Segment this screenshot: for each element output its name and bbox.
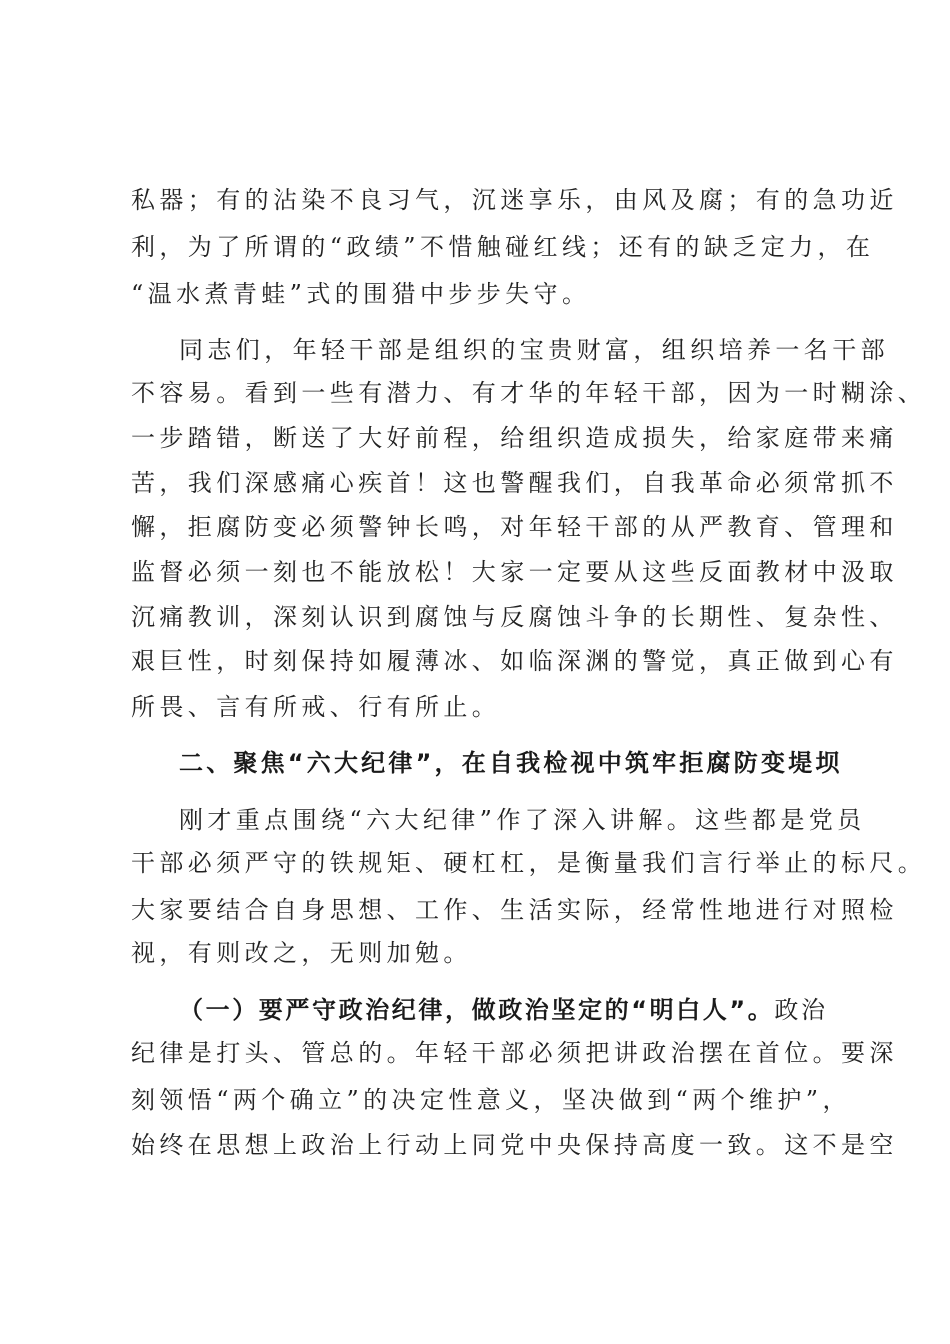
paragraph-line: 利，为了所谓的“政绩”不惜触碰红线；还有的缺乏定力，在 — [131, 233, 875, 261]
paragraph-line: “温水煮青蛙”式的围猎中步步失守。 — [131, 280, 591, 308]
paragraph-line: 不容易。看到一些有潜力、有才华的年轻干部，因为一时糊涂、 — [131, 379, 927, 407]
subheading-bold-lead: （一）要严守政治纪律，做政治坚定的“明白人”。 — [179, 996, 775, 1024]
paragraph-line: 苦，我们深感痛心疾首！这也警醒我们，自我革命必须常抓不 — [131, 469, 898, 497]
paragraph-line: 纪律是打头、管总的。年轻干部必须把讲政治摆在首位。要深 — [131, 1039, 898, 1067]
paragraph-line: 大家要结合自身思想、工作、生活实际，经常性地进行对照检 — [131, 896, 898, 924]
paragraph-line: 刻领悟“两个确立”的决定性意义，坚决做到“两个维护”， — [131, 1086, 851, 1114]
section-heading: 二、聚焦“六大纪律”，在自我检视中筑牢拒腐防变堤坝 — [179, 749, 843, 777]
subheading-line — [179, 987, 831, 1033]
paragraph-line: 艰巨性，时刻保持如履薄冰、如临深渊的警觉，真正做到心有 — [131, 647, 898, 675]
paragraph-line: 干部必须严守的铁规矩、硬杠杠，是衡量我们言行举止的标尺。 — [131, 849, 927, 877]
paragraph-line: 沉痛教训，深刻认识到腐蚀与反腐蚀斗争的长期性、复杂性、 — [131, 603, 898, 631]
paragraph-line: 始终在思想上政治上行动上同党中央保持高度一致。这不是空 — [131, 1131, 898, 1159]
paragraph-line: 懈，拒腐防变必须警钟长鸣，对年轻干部的从严教育、管理和 — [131, 513, 898, 541]
paragraph-line: 私器；有的沾染不良习气，沉迷享乐，由风及腐；有的急功近 — [131, 186, 898, 214]
paragraph-line: 监督必须一刻也不能放松！大家一定要从这些反面教材中汲取 — [131, 558, 898, 586]
subheading-rest: 政治 — [774, 996, 828, 1024]
paragraph-line: 所畏、言有所戒、行有所止。 — [131, 693, 501, 721]
paragraph-line: 刚才重点围绕“六大纪律”作了深入讲解。这些都是党员 — [179, 806, 866, 834]
paragraph-line: 一步踏错，断送了大好前程，给组织造成损失，给家庭带来痛 — [131, 424, 898, 452]
paragraph-line: 同志们，年轻干部是组织的宝贵财富，组织培养一名干部 — [179, 336, 889, 364]
paragraph-line: 视，有则改之，无则加勉。 — [131, 939, 472, 967]
